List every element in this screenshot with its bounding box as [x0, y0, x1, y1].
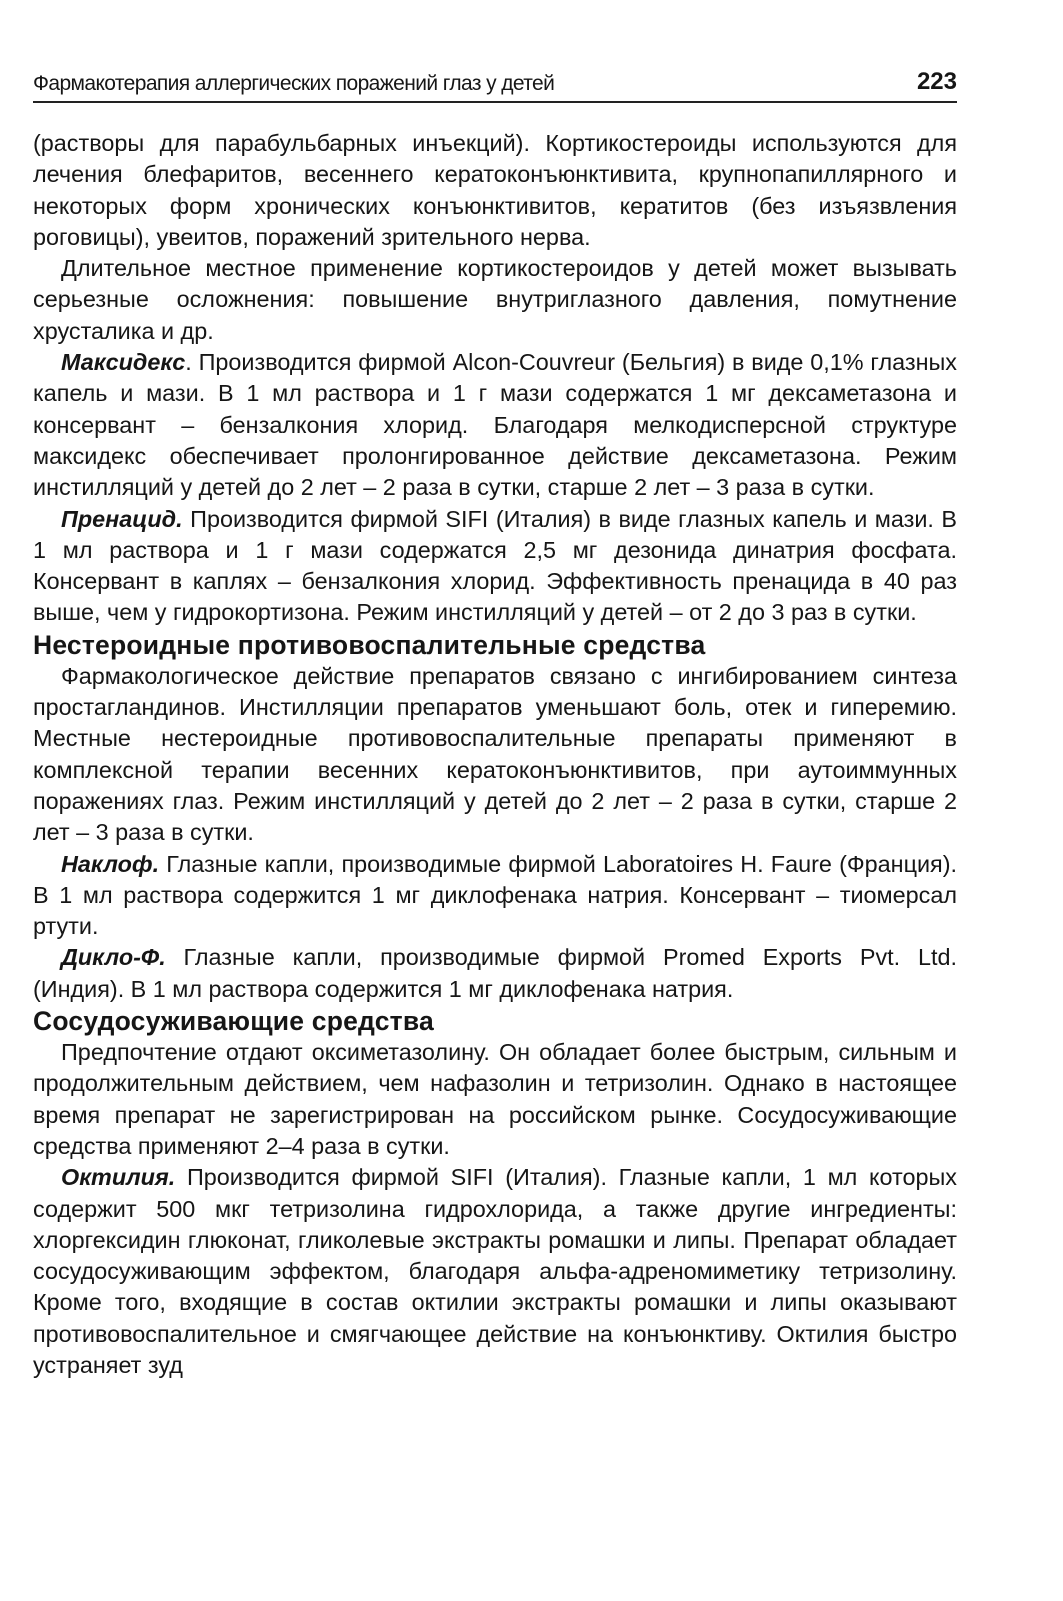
section-heading-vasoconstrictors: Сосудосуживающие средства	[33, 1006, 434, 1037]
running-title: Фармакотерапия аллергических поражений глаз у детей	[33, 72, 555, 95]
page-header	[33, 63, 957, 103]
drug-text-octilia: Производится фирмой SIFI (Италия). Глазные капли, 1 мл которых содержит 500 мкг тетризолина гидрохлорида, а также другие ингредиенты: хлоргексидин глюконат, гликолевые экстракты ромашки и липы. Препарат обладает сосудосуживающим эффектом, благодаря альфа-адреномиметику тетризолину. Кроме того, входящие в состав октилии экстракты ромашки и липы оказывают противовоспалительное и смягчающее действие на конъюнктиву. Октилия быстро устраняет зуд	[33, 1164, 957, 1378]
drug-name-prenacid: Пренацид.	[61, 505, 183, 532]
page-body	[33, 128, 957, 1381]
drug-name-diclo-f: Дикло-Ф.	[61, 944, 166, 971]
paragraph-diclo-f	[33, 942, 957, 1005]
drug-text-maxidex: . Производится фирмой Alcon-Couvreur (Бельгия) в виде 0,1% глазных капель и мази. В 1 мл раствора и 1 г мази содержатся 1 мг дексаметазона и консервант – бензалкония хлорид. Благодаря мелкодисперсной структуре максидекс обеспечивает пролонгированное действие дексаметазона. Режим инстилляций у детей до 2 лет – 2 раза в сутки, старше 2 лет – 3 раза в сутки.	[33, 349, 957, 501]
paragraph-corticosteroids-use: (растворы для парабульбарных инъекций). Кортикостероиды используются для лечения блефаритов, весеннего кератоконъюнктивита, крупнопапиллярного и некоторых форм хронических конъюнктивитов, кератитов (без изъязвления роговицы), увеитов, поражений зрительного нерва.	[33, 130, 957, 250]
drug-name-octilia: Октилия.	[61, 1164, 176, 1191]
drug-text-naklof: Глазные капли, производимые фирмой Laboratoires H. Faure (Франция). В 1 мл раствора содержится 1 мг диклофенака натрия. Консервант – тиомерсал ртути.	[33, 850, 957, 940]
drug-name-maxidex: Максидекс	[61, 349, 186, 376]
section-heading-nsaids: Нестероидные противовоспалительные средства	[33, 629, 706, 660]
drug-text-prenacid: Производится фирмой SIFI (Италия) в виде глазных капель и мази. В 1 мл раствора и 1 г мази содержатся 2,5 мг дезонида динатрия фосфата. Консервант в каплях – бензалкония хлорид. Эффективность пренацида в 40 раз выше, чем у гидрокортизона. Режим инстилляций у детей – от 2 до 3 раз в сутки.	[33, 505, 957, 626]
paragraph-nsaids: Фармакологическое действие препаратов связано с ингибированием синтеза простагландинов. Инстилляции препаратов уменьшают боль, отек и гиперемию. Местные нестероидные противовоспалительные препараты применяют в комплексной терапии весенних кератоконъюнктивитов, при аутоиммунных поражениях глаз. Режим инстилляций у детей до 2 лет – 2 раза в сутки, старше 2 лет – 3 раза в сутки.	[33, 662, 957, 846]
paragraph-naklof	[33, 849, 957, 943]
paragraph-octilia	[33, 1162, 957, 1381]
paragraph-corticosteroids-complications: Длительное местное применение кортикостероидов у детей может вызывать серьезные осложнения: повышение внутриглазного давления, помутнение хрусталика и др.	[33, 255, 957, 344]
drug-text-diclo-f: Глазные капли, производимые фирмой Promed Exports Pvt. Ltd. (Индия). В 1 мл раствора содержится 1 мг диклофенака натрия.	[33, 944, 957, 1002]
paragraph-maxidex	[33, 347, 957, 503]
page-number: 223	[916, 68, 957, 95]
paragraph-prenacid	[33, 504, 957, 629]
drug-name-naklof: Наклоф.	[61, 850, 160, 877]
paragraph-vasoconstrictors: Предпочтение отдают оксиметазолину. Он обладает более быстрым, сильным и продолжительным действием, чем нафазолин и тетризолин. Однако в настоящее время препарат не зарегистрирован на российском рынке. Сосудосуживающие средства применяют 2–4 раза в сутки.	[33, 1039, 957, 1159]
